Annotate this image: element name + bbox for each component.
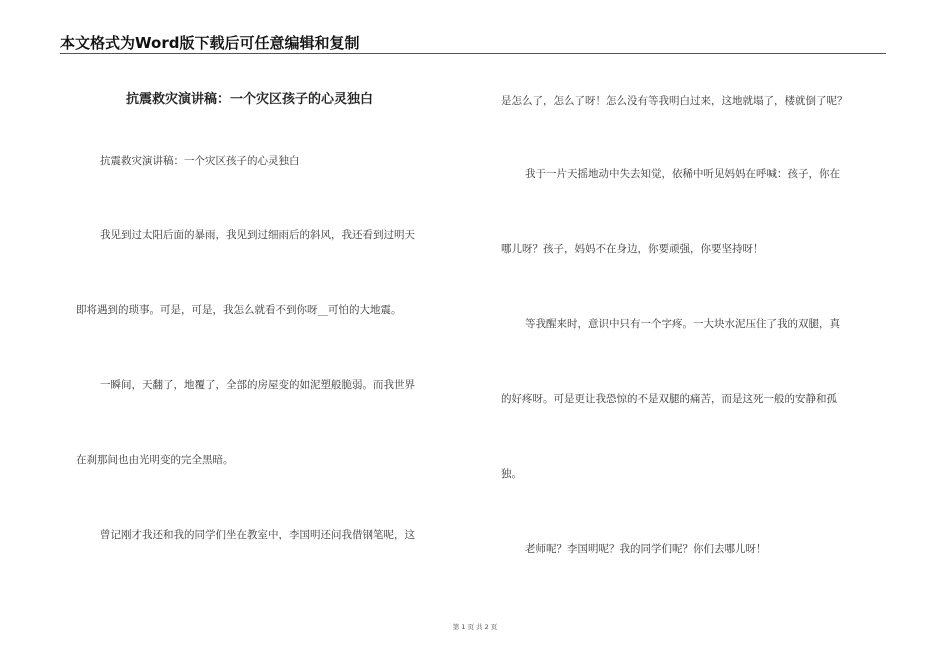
paragraph-line: 抗震救灾演讲稿：一个灾区孩子的心灵独白 bbox=[100, 155, 300, 167]
paragraph-line: 等我醒来时，意识中只有一个字疼。一大块水泥压住了我的双腿，真 bbox=[525, 318, 840, 330]
paragraph-line: 即将遇到的琐事。可是，可是，我怎么就看不到你呀__可怕的大地震。 bbox=[76, 304, 402, 316]
header-title: 本文格式为Word版下载后可任意编辑和复制 bbox=[60, 34, 360, 52]
paragraph-line: 我见到过太阳后面的暴雨，我见到过细雨后的斜风，我还看到过明天 bbox=[100, 229, 415, 241]
paragraph-line: 独。 bbox=[501, 468, 522, 480]
paragraph-line: 老师呢？李国明呢？我的同学们呢？你们去哪儿呀！ bbox=[525, 543, 767, 555]
document-title: 抗震救灾演讲稿：一个灾区孩子的心灵独白 bbox=[126, 92, 374, 107]
paragraph-line: 哪儿呀？孩子，妈妈不在身边，你要顽强，你要坚持呀！ bbox=[501, 243, 764, 255]
page-header bbox=[60, 33, 886, 57]
paragraph-line: 是怎么了，怎么了呀！怎么没有等我明白过来，这地就塌了，楼就倒了呢？ bbox=[501, 95, 848, 107]
page-number: 第 1 页 共 2 页 bbox=[452, 623, 498, 631]
header-divider bbox=[60, 53, 886, 54]
paragraph-line: 一瞬间，天翻了，地覆了，全部的房屋变的如泥塑般脆弱。而我世界 bbox=[100, 379, 415, 391]
paragraph-line: 的好疼呀。可是更让我恐惊的不是双腿的痛苦，而是这死一般的安静和孤 bbox=[501, 393, 837, 405]
paragraph-line: 在刹那间也由光明变的完全黑暗。 bbox=[76, 454, 234, 466]
paragraph-line: 我于一片天摇地动中失去知觉，依稀中听见妈妈在呼喊：孩子，你在 bbox=[525, 168, 840, 180]
paragraph-line: 曾记刚才我还和我的同学们坐在教室中，李国明还问我借钢笔呢，这 bbox=[100, 529, 415, 541]
